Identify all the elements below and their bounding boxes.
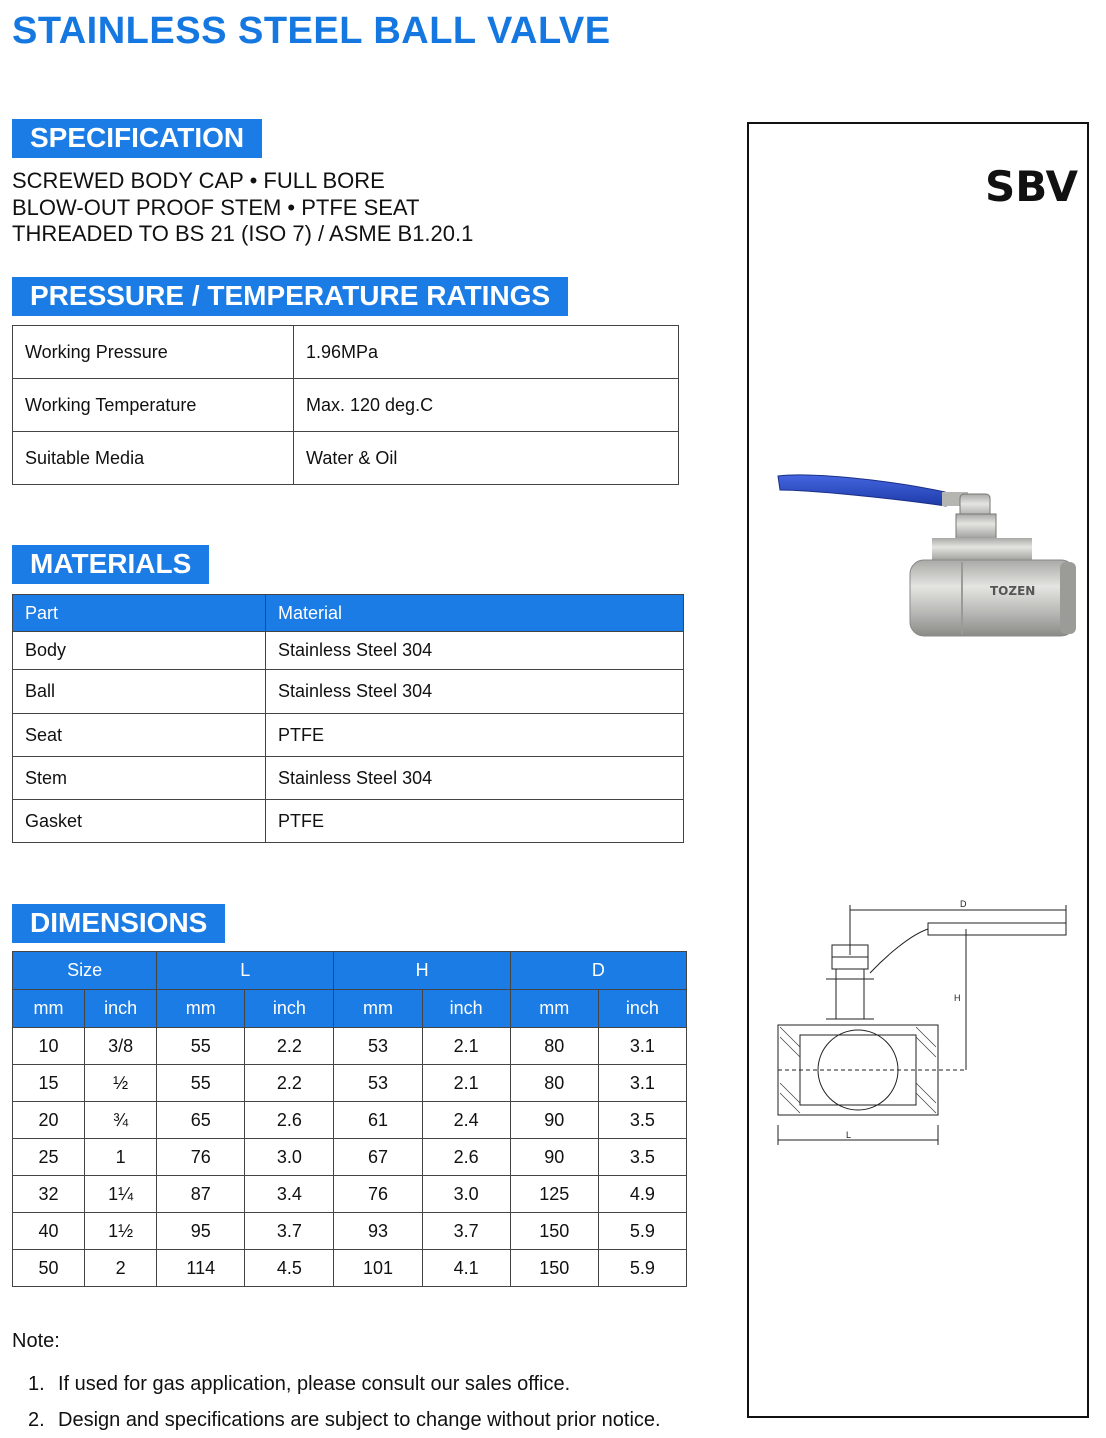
column-header-material: Material bbox=[266, 595, 684, 632]
rating-label: Working Pressure bbox=[13, 326, 294, 379]
table-cell: 3/8 bbox=[85, 1028, 157, 1065]
note-number: 1. bbox=[28, 1373, 45, 1395]
column-group-size: Size bbox=[13, 952, 157, 990]
table-row bbox=[13, 326, 679, 379]
dimensions-body bbox=[13, 1028, 687, 1287]
unit-header: inch bbox=[85, 990, 157, 1028]
table-cell: 67 bbox=[334, 1139, 422, 1176]
ratings-table bbox=[12, 325, 679, 485]
table-cell: 90 bbox=[510, 1102, 598, 1139]
rating-label: Suitable Media bbox=[13, 432, 294, 485]
table-cell: 5.9 bbox=[598, 1213, 686, 1250]
table-cell: 1¼ bbox=[85, 1176, 157, 1213]
material-part: Body bbox=[13, 632, 266, 670]
table-cell: 87 bbox=[157, 1176, 245, 1213]
product-code: SBV bbox=[985, 162, 1079, 211]
table-cell: 93 bbox=[334, 1213, 422, 1250]
table-cell: 114 bbox=[157, 1250, 245, 1287]
material-name: Stainless Steel 304 bbox=[266, 757, 684, 800]
unit-header: mm bbox=[13, 990, 85, 1028]
column-group-h: H bbox=[334, 952, 510, 990]
table-row bbox=[13, 379, 679, 432]
table-cell: 3.7 bbox=[245, 1213, 334, 1250]
rating-label: Working Temperature bbox=[13, 379, 294, 432]
material-name: Stainless Steel 304 bbox=[266, 670, 684, 714]
unit-header: inch bbox=[245, 990, 334, 1028]
note-text: If used for gas application, please consult our sales office. bbox=[58, 1373, 571, 1395]
table-cell: 50 bbox=[13, 1250, 85, 1287]
table-cell: 32 bbox=[13, 1176, 85, 1213]
valve-drawing bbox=[770, 895, 1075, 1150]
material-part: Gasket bbox=[13, 800, 266, 843]
table-row bbox=[13, 800, 684, 843]
table-cell: 2.1 bbox=[422, 1065, 510, 1102]
table-cell: 40 bbox=[13, 1213, 85, 1250]
table-row bbox=[13, 714, 684, 757]
materials-heading: MATERIALS bbox=[12, 545, 209, 584]
table-cell: 53 bbox=[334, 1028, 422, 1065]
table-cell: 15 bbox=[13, 1065, 85, 1102]
table-cell: 3.7 bbox=[422, 1213, 510, 1250]
spec-line: THREADED TO BS 21 (ISO 7) / ASME B1.20.1 bbox=[12, 221, 474, 246]
table-cell: 3.4 bbox=[245, 1176, 334, 1213]
table-cell: 1½ bbox=[85, 1213, 157, 1250]
table-cell: 1 bbox=[85, 1139, 157, 1176]
column-header-part: Part bbox=[13, 595, 266, 632]
unit-header: mm bbox=[157, 990, 245, 1028]
table-cell: 3.0 bbox=[422, 1176, 510, 1213]
unit-header: inch bbox=[598, 990, 686, 1028]
table-cell: 95 bbox=[157, 1213, 245, 1250]
unit-header: mm bbox=[334, 990, 422, 1028]
column-group-l: L bbox=[157, 952, 334, 990]
table-cell: 4.1 bbox=[422, 1250, 510, 1287]
table-row bbox=[13, 1250, 687, 1287]
drawing-label-l: L bbox=[846, 1130, 852, 1140]
table-row bbox=[13, 632, 684, 670]
table-row bbox=[13, 1028, 687, 1065]
table-cell: 25 bbox=[13, 1139, 85, 1176]
table-row bbox=[13, 1139, 687, 1176]
note-text: Design and specifications are subject to change without prior notice. bbox=[58, 1409, 661, 1431]
table-row bbox=[13, 670, 684, 714]
table-cell: 90 bbox=[510, 1139, 598, 1176]
table-row bbox=[13, 1213, 687, 1250]
spec-line: SCREWED BODY CAP • FULL BORE bbox=[12, 168, 385, 193]
table-row bbox=[13, 1102, 687, 1139]
table-cell: 55 bbox=[157, 1065, 245, 1102]
table-cell: 5.9 bbox=[598, 1250, 686, 1287]
spec-line: BLOW-OUT PROOF STEM • PTFE SEAT bbox=[12, 194, 420, 220]
table-cell: 2.2 bbox=[245, 1028, 334, 1065]
unit-header: inch bbox=[422, 990, 510, 1028]
table-row bbox=[13, 1065, 687, 1102]
table-cell: 4.9 bbox=[598, 1176, 686, 1213]
notes-list bbox=[28, 1366, 661, 1438]
rating-value: Water & Oil bbox=[294, 432, 679, 485]
valve-photo bbox=[770, 462, 1080, 647]
table-cell: 2 bbox=[85, 1250, 157, 1287]
table-cell: 55 bbox=[157, 1028, 245, 1065]
table-cell: 101 bbox=[334, 1250, 422, 1287]
table-cell: 3.1 bbox=[598, 1028, 686, 1065]
note-item bbox=[28, 1366, 661, 1402]
specification-lines bbox=[12, 168, 473, 248]
table-cell: 2.2 bbox=[245, 1065, 334, 1102]
column-group-d: D bbox=[510, 952, 686, 990]
product-panel bbox=[747, 122, 1089, 1418]
table-cell: 2.6 bbox=[245, 1102, 334, 1139]
table-header-row bbox=[13, 952, 687, 990]
table-cell: 61 bbox=[334, 1102, 422, 1139]
table-cell: 80 bbox=[510, 1065, 598, 1102]
table-row bbox=[13, 1176, 687, 1213]
material-part: Stem bbox=[13, 757, 266, 800]
dimensions-table bbox=[12, 951, 687, 1287]
dimensions-heading: DIMENSIONS bbox=[12, 904, 225, 943]
material-part: Ball bbox=[13, 670, 266, 714]
table-cell: 53 bbox=[334, 1065, 422, 1102]
table-cell: 3.0 bbox=[245, 1139, 334, 1176]
table-cell: 2.1 bbox=[422, 1028, 510, 1065]
materials-table bbox=[12, 594, 684, 843]
note-number: 2. bbox=[28, 1409, 45, 1431]
table-cell: 20 bbox=[13, 1102, 85, 1139]
table-cell: 150 bbox=[510, 1213, 598, 1250]
specification-heading: SPECIFICATION bbox=[12, 119, 262, 158]
table-cell: 2.6 bbox=[422, 1139, 510, 1176]
table-header-row bbox=[13, 595, 684, 632]
rating-value: Max. 120 deg.C bbox=[294, 379, 679, 432]
table-cell: 3.1 bbox=[598, 1065, 686, 1102]
table-cell: 65 bbox=[157, 1102, 245, 1139]
table-cell: 4.5 bbox=[245, 1250, 334, 1287]
drawing-label-d: D bbox=[960, 899, 967, 909]
table-row bbox=[13, 432, 679, 485]
table-cell: 150 bbox=[510, 1250, 598, 1287]
table-cell: 2.4 bbox=[422, 1102, 510, 1139]
unit-header: mm bbox=[510, 990, 598, 1028]
table-cell: 125 bbox=[510, 1176, 598, 1213]
material-name: PTFE bbox=[266, 714, 684, 757]
rating-value: 1.96MPa bbox=[294, 326, 679, 379]
note-label: Note: bbox=[12, 1330, 60, 1352]
table-cell: 3.5 bbox=[598, 1139, 686, 1176]
material-part: Seat bbox=[13, 714, 266, 757]
table-cell: ¾ bbox=[85, 1102, 157, 1139]
table-cell: ½ bbox=[85, 1065, 157, 1102]
drawing-label-h: H bbox=[954, 993, 961, 1003]
brand-logo: TOZEN bbox=[990, 584, 1036, 598]
material-name: Stainless Steel 304 bbox=[266, 632, 684, 670]
table-row bbox=[13, 757, 684, 800]
page-title: STAINLESS STEEL BALL VALVE bbox=[12, 10, 611, 52]
material-name: PTFE bbox=[266, 800, 684, 843]
table-cell: 10 bbox=[13, 1028, 85, 1065]
ratings-heading: PRESSURE / TEMPERATURE RATINGS bbox=[12, 277, 568, 316]
table-cell: 80 bbox=[510, 1028, 598, 1065]
table-cell: 76 bbox=[334, 1176, 422, 1213]
note-item bbox=[28, 1402, 661, 1438]
table-cell: 3.5 bbox=[598, 1102, 686, 1139]
table-unit-row bbox=[13, 990, 687, 1028]
table-cell: 76 bbox=[157, 1139, 245, 1176]
